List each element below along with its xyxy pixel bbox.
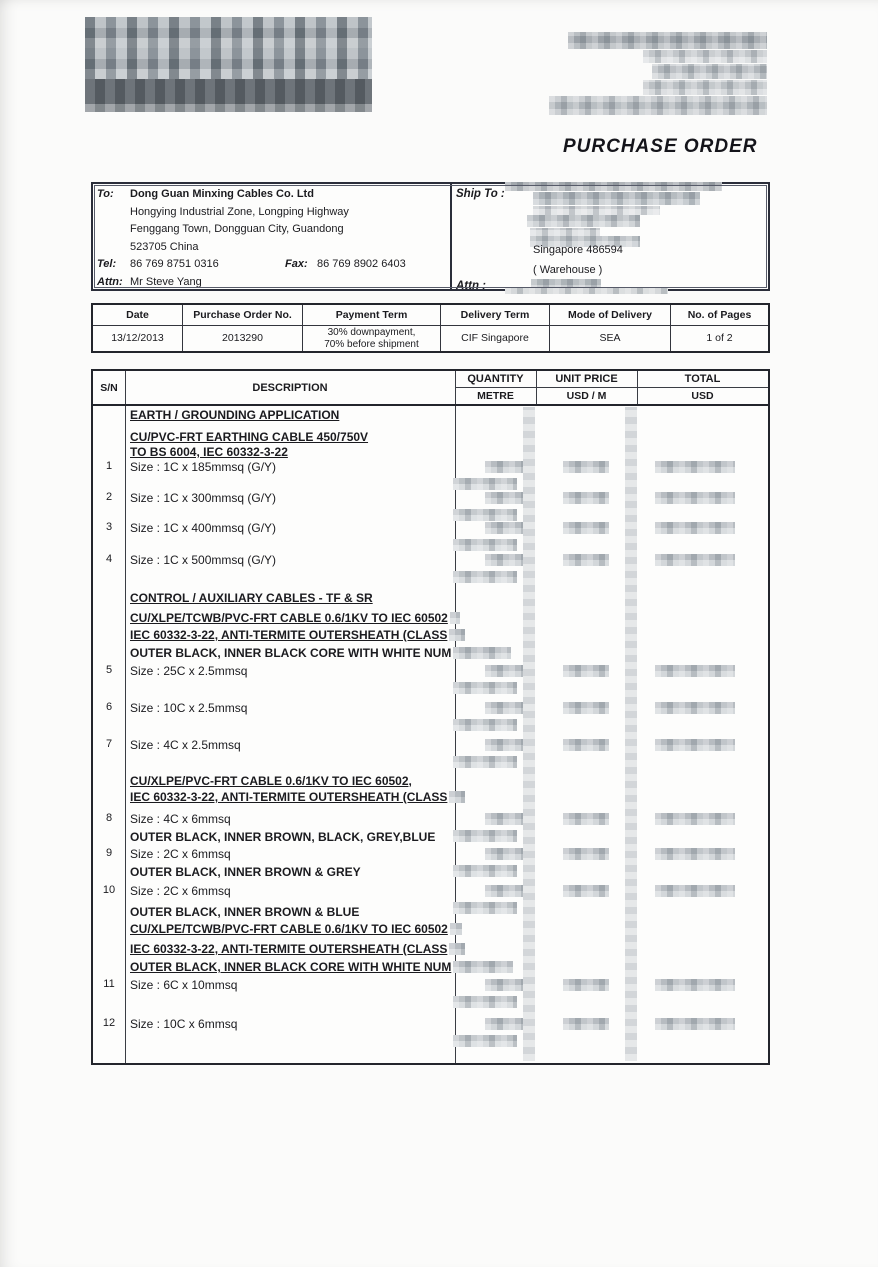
description-text: Size : 1C x 500mmsq (G/Y) — [130, 553, 277, 567]
unit-price-cell — [536, 1017, 637, 1032]
description-row — [93, 830, 768, 845]
description-row — [93, 960, 768, 975]
col-header-description: DESCRIPTION — [252, 381, 328, 394]
attn-value: Mr Steve Yang — [130, 276, 202, 288]
quantity-cell — [455, 812, 536, 827]
description-row — [93, 905, 768, 920]
redacted-total — [655, 492, 735, 504]
vendor-address-line1: Hongying Industrial Zone, Longping Highway — [130, 206, 349, 218]
redacted-quantity — [453, 682, 517, 694]
item-row — [93, 812, 768, 827]
item-description — [130, 611, 460, 625]
col-header-total-unit: USD — [691, 390, 714, 402]
unit-price-cell — [536, 884, 637, 899]
description-text: Size : 2C x 6mmsq — [130, 847, 231, 861]
redacted-unit-price — [563, 1018, 609, 1030]
info-header-pages: No. of Pages — [687, 309, 752, 321]
quantity-cell — [455, 460, 536, 475]
redacted-unit-price — [563, 554, 609, 566]
redacted-unit-price — [563, 702, 609, 714]
redacted-total — [655, 1018, 735, 1030]
item-description — [130, 905, 359, 919]
col-header-quantity: QUANTITY — [467, 373, 524, 385]
description-row — [93, 922, 768, 937]
unit-price-cell — [536, 664, 637, 679]
description-text: IEC 60332-3-22, ANTI-TERMITE OUTERSHEATH (CLASS — [130, 790, 448, 804]
description-text: OUTER BLACK, INNER BROWN & BLUE — [130, 905, 360, 919]
quantity-cell — [455, 521, 536, 536]
redacted-ship-to-line — [530, 228, 600, 236]
unit-price-cell — [536, 521, 637, 536]
description-row — [93, 591, 768, 606]
description-row — [93, 790, 768, 805]
redacted-quantity — [453, 719, 517, 731]
total-cell — [637, 553, 768, 568]
item-description — [130, 445, 288, 459]
redacted-quantity — [485, 979, 523, 991]
unit-price-cell — [536, 738, 637, 753]
item-row — [93, 884, 768, 899]
redacted-ship-to-bar — [505, 182, 722, 191]
quantity-cell — [455, 553, 536, 568]
redacted-ship-to-line — [533, 206, 660, 215]
item-row — [93, 460, 768, 475]
redacted-text — [449, 791, 465, 803]
quantity-cell — [455, 738, 536, 753]
item-sn: 11 — [103, 978, 115, 990]
redacted-total — [655, 665, 735, 677]
order-date: 13/12/2013 — [111, 331, 164, 344]
item-description — [130, 812, 231, 826]
company-logo-redacted — [85, 17, 372, 112]
item-description — [130, 884, 231, 898]
item-row — [93, 491, 768, 506]
description-text: IEC 60332-3-22, ANTI-TERMITE OUTERSHEATH (CLASS — [130, 942, 448, 956]
item-description — [130, 591, 373, 605]
description-text: Size : 10C x 2.5mmsq — [130, 701, 248, 715]
order-info-table — [91, 303, 770, 353]
description-row — [93, 628, 768, 643]
description-row — [93, 865, 768, 880]
ship-to-city: Singapore 486594 — [533, 244, 623, 256]
description-text: OUTER BLACK, INNER BROWN, BLACK, GREY,BLUE — [130, 830, 436, 844]
vendor-address-line2: Fenggang Town, Dongguan City, Guandong — [130, 223, 344, 235]
redacted-total — [655, 979, 735, 991]
quantity-cell — [455, 847, 536, 862]
redacted-text — [450, 612, 460, 624]
redacted-quantity — [453, 539, 517, 551]
redacted-total — [655, 885, 735, 897]
total-cell — [637, 521, 768, 536]
unit-price-cell — [536, 701, 637, 716]
redacted-text — [453, 647, 511, 659]
description-text: Size : 1C x 300mmsq (G/Y) — [130, 491, 277, 505]
redacted-quantity — [485, 522, 523, 534]
item-description — [130, 830, 435, 844]
redacted-total — [655, 813, 735, 825]
redacted-total — [655, 702, 735, 714]
item-description — [130, 408, 339, 422]
description-text: CONTROL / AUXILIARY CABLES - TF & SR — [130, 591, 373, 605]
payment-term: 30% downpayment, 70% before shipment — [324, 327, 419, 350]
item-sn: 1 — [105, 460, 113, 472]
ship-attn-label: Attn : — [456, 280, 487, 292]
item-description — [130, 521, 276, 535]
redacted-quantity — [485, 885, 523, 897]
item-description — [130, 922, 462, 936]
item-description — [130, 628, 465, 642]
description-text: OUTER BLACK, INNER BROWN & GREY — [130, 865, 361, 879]
total-cell — [637, 884, 768, 899]
redacted-unit-price — [563, 848, 609, 860]
redacted-unit-price — [563, 461, 609, 473]
redacted-quantity — [453, 996, 517, 1008]
description-text: Size : 6C x 10mmsq — [130, 978, 238, 992]
description-text: Size : 10C x 6mmsq — [130, 1017, 238, 1031]
col-header-sn: S/N — [100, 381, 118, 394]
description-text: Size : 4C x 2.5mmsq — [130, 738, 241, 752]
description-row — [93, 445, 768, 460]
item-description — [130, 491, 276, 505]
redacted-total — [655, 848, 735, 860]
redacted-unit-price — [563, 665, 609, 677]
redacted-unit-price — [563, 492, 609, 504]
redacted-total — [655, 461, 735, 473]
number-of-pages: 1 of 2 — [706, 331, 733, 344]
info-header-payment: Payment Term — [335, 309, 408, 321]
item-row — [93, 1017, 768, 1032]
item-sn: 2 — [105, 491, 113, 503]
item-description — [130, 942, 465, 956]
redacted-unit-price — [563, 739, 609, 751]
items-body — [93, 406, 768, 1063]
vendor-address-line3: 523705 China — [130, 241, 199, 253]
item-description — [130, 774, 412, 788]
fax-value: 86 769 8902 6403 — [317, 258, 406, 270]
item-row — [93, 553, 768, 568]
item-row — [93, 701, 768, 716]
item-sn: 4 — [105, 553, 113, 565]
item-description — [130, 790, 465, 804]
total-cell — [637, 701, 768, 716]
redacted-text — [453, 961, 513, 973]
logo-dark-band — [85, 79, 372, 104]
redacted-quantity — [453, 571, 517, 583]
redacted-text — [449, 629, 465, 641]
to-label: To: — [97, 188, 114, 200]
description-text: OUTER BLACK, INNER BLACK CORE WITH WHITE NUM — [130, 646, 452, 660]
document-title: PURCHASE ORDER — [563, 136, 758, 157]
redacted-unit-price — [563, 885, 609, 897]
description-row — [93, 646, 768, 661]
redacted-quantity — [485, 461, 523, 473]
ship-to-label: Ship To : — [456, 188, 505, 200]
total-cell — [637, 812, 768, 827]
quantity-cell — [455, 491, 536, 506]
redacted-quantity — [485, 813, 523, 825]
col-header-total: TOTAL — [684, 373, 721, 385]
item-description — [130, 865, 361, 879]
quantity-cell — [455, 664, 536, 679]
item-description — [130, 664, 247, 678]
redacted-unit-price — [563, 979, 609, 991]
col-header-unit-price-unit: USD / M — [566, 390, 607, 402]
unit-price-cell — [536, 978, 637, 993]
unit-price-cell — [536, 812, 637, 827]
item-row — [93, 847, 768, 862]
redacted-total — [655, 739, 735, 751]
col-header-unit-price: UNIT PRICE — [555, 373, 618, 385]
item-description — [130, 460, 276, 474]
redacted-letterhead-line — [643, 80, 767, 95]
item-description — [130, 701, 247, 715]
description-text: Size : 1C x 185mmsq (G/Y) — [130, 460, 277, 474]
redacted-quantity — [485, 665, 523, 677]
redacted-quantity — [453, 478, 517, 490]
description-text: EARTH / GROUNDING APPLICATION — [130, 408, 340, 422]
item-sn: 12 — [102, 1017, 116, 1029]
description-row — [93, 430, 768, 445]
redacted-quantity — [453, 756, 517, 768]
description-text: Size : 4C x 6mmsq — [130, 812, 231, 826]
redacted-letterhead-line — [568, 32, 767, 49]
description-row — [93, 408, 768, 423]
redacted-unit-price — [563, 522, 609, 534]
fax-label: Fax: — [285, 258, 308, 270]
total-cell — [637, 847, 768, 862]
item-description — [130, 738, 241, 752]
redacted-quantity — [485, 554, 523, 566]
redacted-letterhead-line — [549, 96, 767, 115]
tel-value: 86 769 8751 0316 — [130, 258, 219, 270]
quantity-cell — [455, 884, 536, 899]
quantity-cell — [455, 978, 536, 993]
description-row — [93, 774, 768, 789]
address-box — [91, 182, 770, 291]
vendor-name: Dong Guan Minxing Cables Co. Ltd — [130, 188, 314, 200]
redacted-ship-to-bar — [505, 287, 668, 294]
item-description — [130, 430, 368, 444]
unit-price-cell — [536, 553, 637, 568]
quantity-cell — [455, 701, 536, 716]
redacted-quantity — [485, 848, 523, 860]
total-cell — [637, 491, 768, 506]
mode-of-delivery: SEA — [599, 331, 621, 344]
item-description — [130, 646, 511, 660]
item-description — [130, 978, 237, 992]
redacted-total — [655, 554, 735, 566]
info-header-delivery: Delivery Term — [460, 309, 530, 321]
redacted-ship-to-line — [527, 215, 640, 227]
item-sn: 5 — [105, 664, 113, 676]
description-text: IEC 60332-3-22, ANTI-TERMITE OUTERSHEATH (CLASS — [130, 628, 448, 642]
redacted-quantity — [485, 492, 523, 504]
unit-price-cell — [536, 491, 637, 506]
redacted-text — [449, 943, 465, 955]
redacted-quantity — [485, 1018, 523, 1030]
delivery-term: CIF Singapore — [461, 331, 529, 344]
logo-pixelated-area — [85, 17, 372, 79]
item-sn: 8 — [105, 812, 113, 824]
item-sn: 10 — [102, 884, 116, 896]
item-description — [130, 960, 513, 974]
redacted-unit-price — [563, 813, 609, 825]
info-header-date: Date — [126, 309, 149, 321]
description-text: Size : 25C x 2.5mmsq — [130, 664, 248, 678]
attn-label: Attn: — [97, 276, 123, 288]
item-sn: 6 — [105, 701, 113, 713]
description-text: CU/XLPE/TCWB/PVC-FRT CABLE 0.6/1KV TO IEC 60502 — [130, 922, 448, 936]
redacted-text — [450, 923, 462, 935]
total-cell — [637, 1017, 768, 1032]
redacted-quantity — [485, 702, 523, 714]
total-cell — [637, 738, 768, 753]
total-cell — [637, 460, 768, 475]
redacted-ship-to-line — [533, 192, 700, 205]
item-sn: 9 — [105, 847, 113, 859]
unit-price-cell — [536, 460, 637, 475]
description-row — [93, 942, 768, 957]
ship-to-block — [452, 184, 768, 292]
description-text: TO BS 6004, IEC 60332-3-22 — [130, 445, 288, 459]
redacted-letterhead-line — [652, 64, 767, 79]
description-text: CU/PVC-FRT EARTHING CABLE 450/750V — [130, 430, 369, 444]
info-header-mode: Mode of Delivery — [567, 309, 653, 321]
total-cell — [637, 664, 768, 679]
description-text: CU/XLPE/TCWB/PVC-FRT CABLE 0.6/1KV TO IEC 60502 — [130, 611, 448, 625]
info-header-po-no: Purchase Order No. — [193, 309, 292, 321]
item-description — [130, 1017, 237, 1031]
redacted-total — [655, 522, 735, 534]
item-row — [93, 978, 768, 993]
description-text: Size : 1C x 400mmsq (G/Y) — [130, 521, 277, 535]
total-cell — [637, 978, 768, 993]
items-table — [91, 369, 770, 1065]
redacted-quantity — [485, 739, 523, 751]
col-header-quantity-unit: METRE — [477, 390, 514, 402]
description-text: OUTER BLACK, INNER BLACK CORE WITH WHITE NUM — [130, 960, 452, 974]
item-row — [93, 521, 768, 536]
item-description — [130, 553, 276, 567]
tel-label: Tel: — [97, 258, 117, 270]
item-sn: 7 — [105, 738, 113, 750]
item-description — [130, 847, 231, 861]
description-text: CU/XLPE/PVC-FRT CABLE 0.6/1KV TO IEC 60502, — [130, 774, 412, 788]
logo-light-strip — [85, 104, 372, 112]
description-row — [93, 611, 768, 626]
item-sn: 3 — [105, 521, 113, 533]
redacted-quantity — [453, 1035, 517, 1047]
redacted-letterhead-line — [643, 50, 767, 63]
purchase-order-number: 2013290 — [222, 331, 263, 344]
redacted-quantity — [453, 509, 517, 521]
quantity-cell — [455, 1017, 536, 1032]
item-row — [93, 738, 768, 753]
unit-price-cell — [536, 847, 637, 862]
ship-to-note: ( Warehouse ) — [533, 264, 603, 276]
item-row — [93, 664, 768, 679]
description-text: Size : 2C x 6mmsq — [130, 884, 231, 898]
